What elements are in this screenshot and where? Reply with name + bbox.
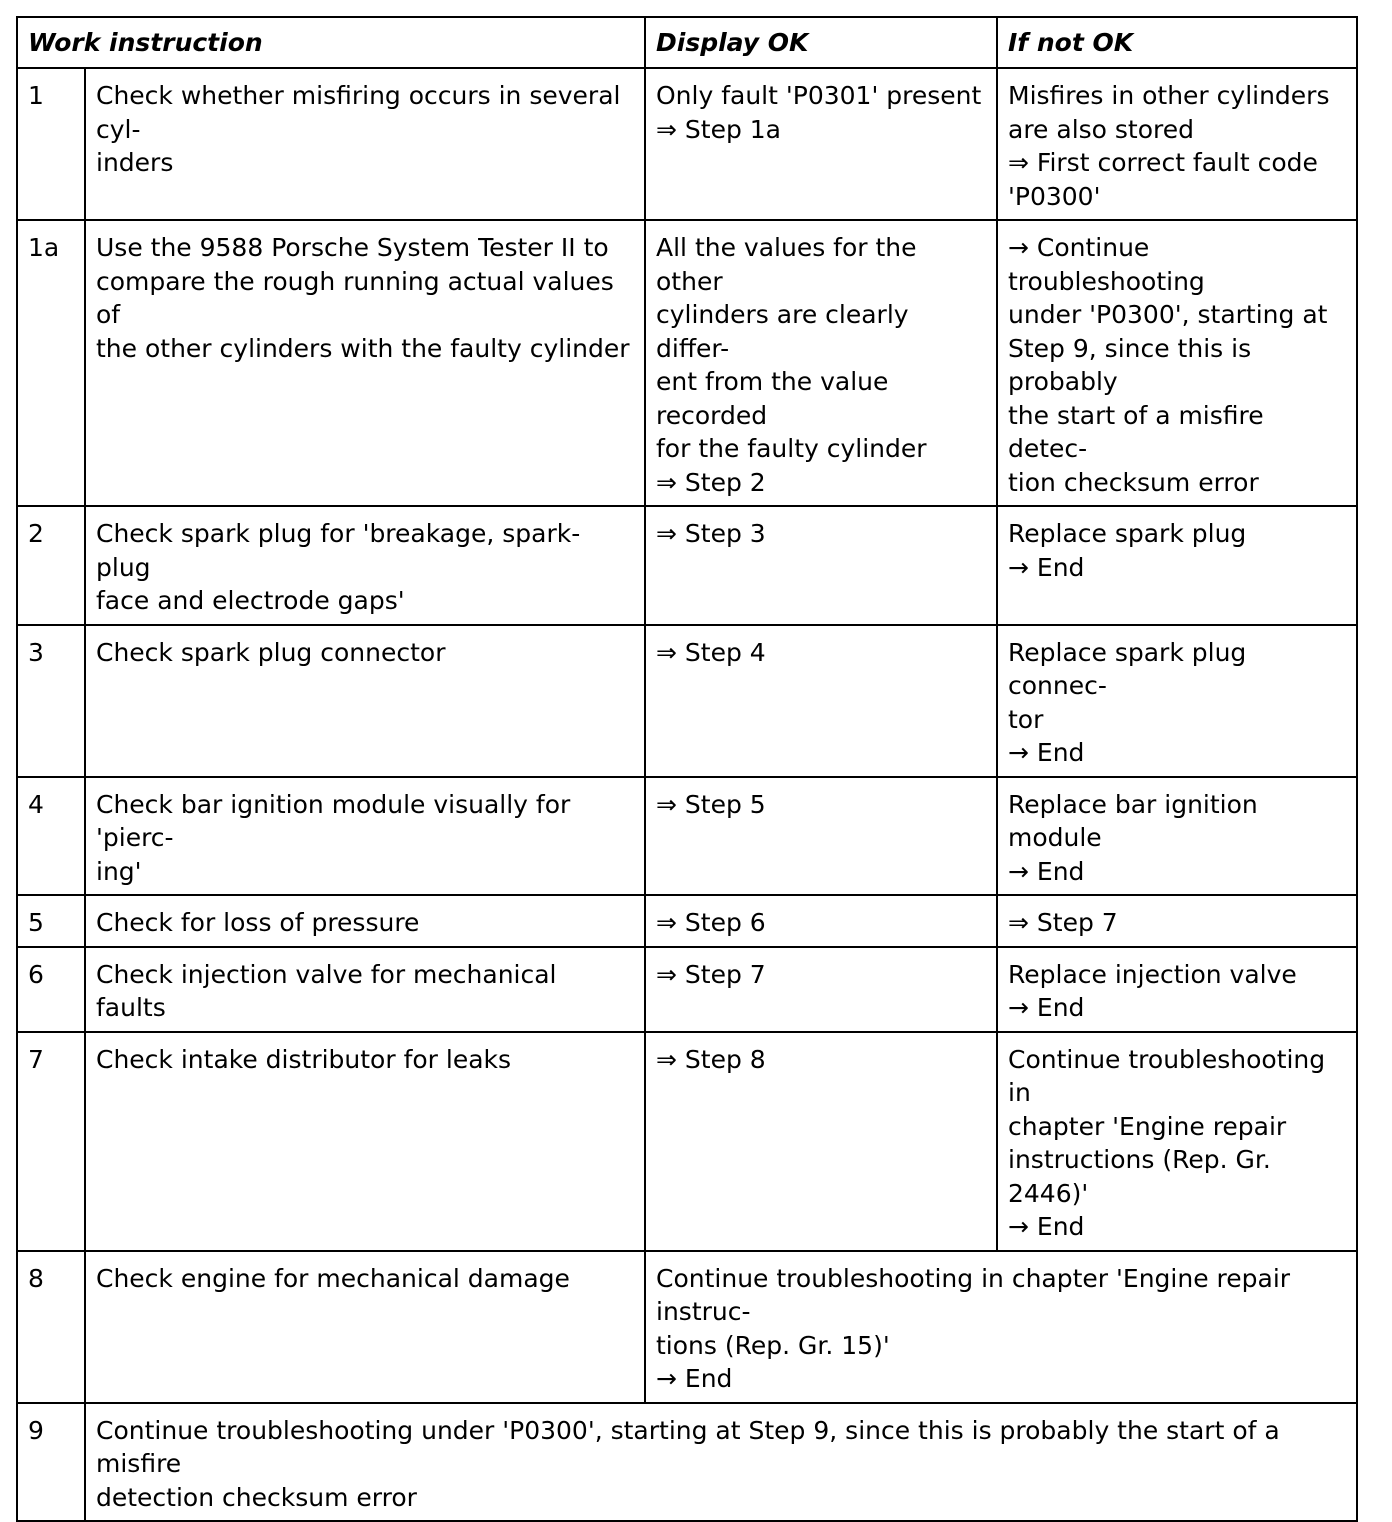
display-ok-cell: ⇒ Step 8 [645,1032,997,1251]
display-ok-cell: ⇒ Step 3 [645,506,997,625]
display-ok-cell: ⇒ Step 6 [645,895,997,947]
instruction-cell: Check intake distributor for leaks [85,1032,645,1251]
instruction-cell: Check spark plug for 'breakage, spark-plug face and electrode gaps' [85,506,645,625]
step-number: 6 [17,947,85,1032]
step-number: 1a [17,220,85,506]
table-row [17,220,1357,506]
if-not-ok-cell: Replace spark plug connec- tor → End [997,625,1357,777]
work-instruction-table [16,16,1358,1522]
display-ok-cell: Only fault 'P0301' present ⇒ Step 1a [645,68,997,220]
if-not-ok-cell: Continue troubleshooting in chapter 'Engine repair instructions (Rep. Gr. 2446)' → End [997,1032,1357,1251]
display-ok-cell: ⇒ Step 4 [645,625,997,777]
header-work-instruction: Work instruction [17,17,645,68]
header-if-not-ok: If not OK [997,17,1357,68]
merged-instruction-cell: Continue troubleshooting under 'P0300', starting at Step 9, since this is probably the start of a misfire detection checksum error [85,1403,1357,1522]
display-ok-cell: All the values for the other cylinders are clearly differ- ent from the value recorded for the faulty cylinder ⇒ Step 2 [645,220,997,506]
table-row [17,777,1357,896]
instruction-cell: Use the 9588 Porsche System Tester II to compare the rough running actual values of the other cylinders with the faulty cylinder [85,220,645,506]
instruction-cell: Check injection valve for mechanical faults [85,947,645,1032]
if-not-ok-cell: ⇒ Step 7 [997,895,1357,947]
display-ok-cell: ⇒ Step 5 [645,777,997,896]
table-header-row [17,17,1357,68]
step-number: 5 [17,895,85,947]
header-display-ok: Display OK [645,17,997,68]
step-number: 7 [17,1032,85,1251]
instruction-cell: Check bar ignition module visually for 'pierc- ing' [85,777,645,896]
step-number: 2 [17,506,85,625]
instruction-cell: Check spark plug connector [85,625,645,777]
table-row [17,947,1357,1032]
if-not-ok-cell: Replace bar ignition module → End [997,777,1357,896]
step-number: 4 [17,777,85,896]
step-number: 1 [17,68,85,220]
table-row [17,1032,1357,1251]
step-number: 8 [17,1251,85,1403]
table-row [17,506,1357,625]
table-row [17,895,1357,947]
table-row [17,1403,1357,1522]
if-not-ok-cell: Replace injection valve → End [997,947,1357,1032]
if-not-ok-cell: Misfires in other cylinders are also stored ⇒ First correct fault code 'P0300' [997,68,1357,220]
instruction-cell: Check whether misfiring occurs in several cyl- inders [85,68,645,220]
instruction-cell: Check for loss of pressure [85,895,645,947]
table-row [17,625,1357,777]
instruction-cell: Check engine for mechanical damage [85,1251,645,1403]
table-row [17,68,1357,220]
if-not-ok-cell: → Continue troubleshooting under 'P0300', starting at Step 9, since this is probably the start of a misfire detec- tion checksum error [997,220,1357,506]
step-number: 3 [17,625,85,777]
step-number: 9 [17,1403,85,1522]
if-not-ok-cell: Replace spark plug → End [997,506,1357,625]
display-ok-cell: ⇒ Step 7 [645,947,997,1032]
table-row [17,1251,1357,1403]
merged-result-cell: Continue troubleshooting in chapter 'Engine repair instruc- tions (Rep. Gr. 15)' → End [645,1251,1357,1403]
